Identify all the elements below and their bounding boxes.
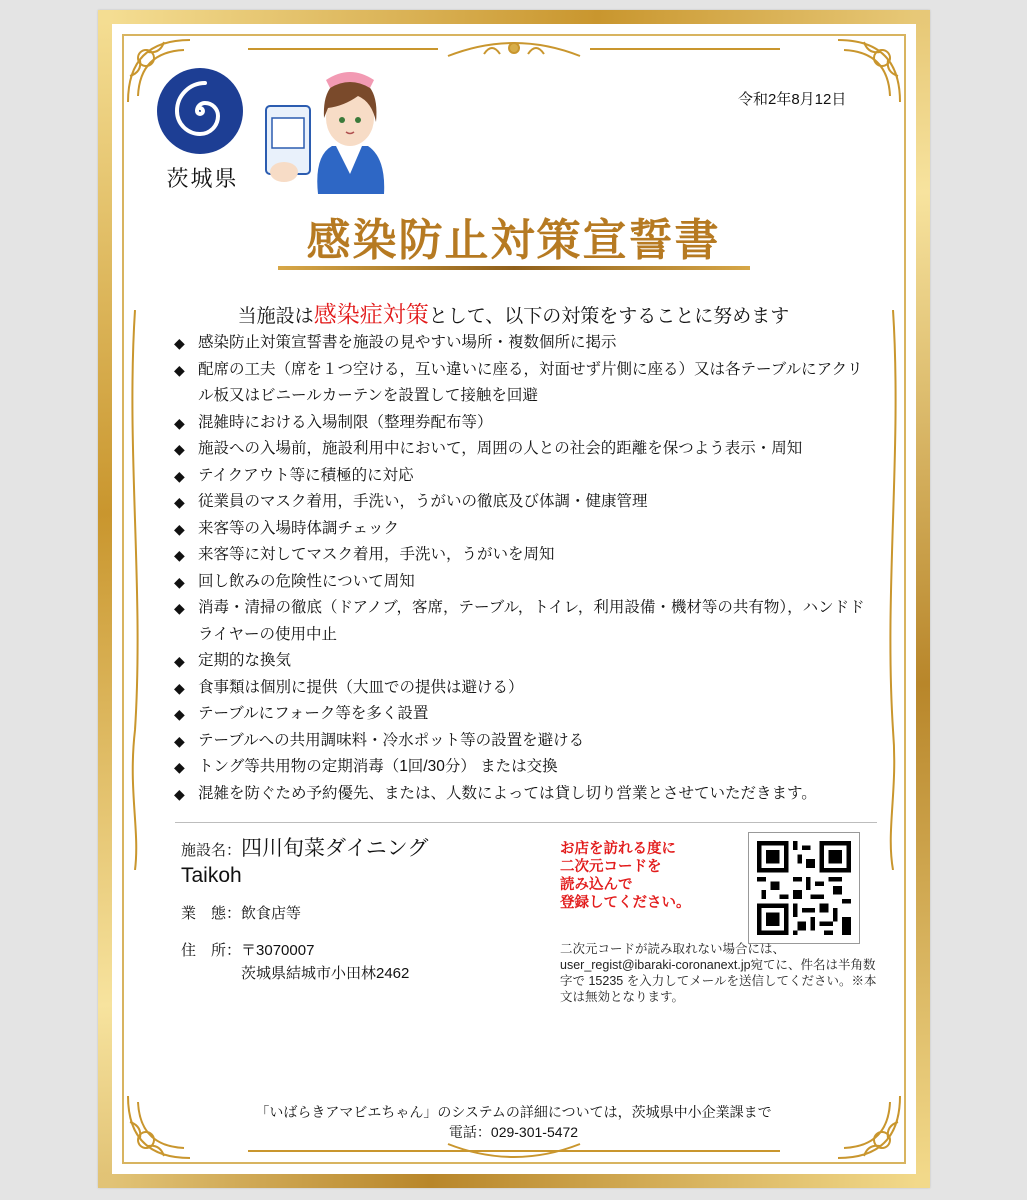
- diamond-bullet-icon: ◆: [174, 361, 185, 378]
- logo-text: 茨城県: [166, 166, 239, 191]
- title-underline: [278, 266, 750, 270]
- diamond-bullet-icon: ◆: [174, 785, 185, 802]
- facility-name-line2: Taikoh: [181, 864, 242, 887]
- list-item: ◆ 施設への入場前，施設利用中において，周囲の人との社会的距離を保つよう表示・周知: [172, 436, 872, 463]
- list-item: ◆ 感染防止対策宣誓書を施設の見やすい場所・複数個所に掲示: [172, 330, 872, 357]
- list-item: ◆ 混雑を防ぐため予約優先、または、人数によっては貸し切り営業とさせていただきます。: [172, 781, 872, 808]
- list-item: ◆ 従業員のマスク着用，手洗い，うがいの徹底及び体調・健康管理: [172, 489, 872, 516]
- diamond-bullet-icon: ◆: [174, 679, 185, 696]
- diamond-bullet-icon: ◆: [174, 732, 185, 749]
- facility-name-label: 施設名：: [181, 842, 242, 859]
- list-item: ◆ 消毒・清掃の徹底（ドアノブ，客席，テーブル，トイレ，利用設備・機材等の共有物），ハンドドライヤーの使用中止: [172, 595, 872, 648]
- list-item: ◆ テーブルにフォーク等を多く設置: [172, 701, 872, 728]
- list-item: ◆ テイクアウト等に積極的に対応: [172, 463, 872, 490]
- qr-code-icon: [757, 841, 851, 935]
- list-item: ◆ 配席の工夫（席を１つ空ける，互い違いに座る，対面せず片側に座る）又は各テーブルにアクリル板又はビニールカーテンを設置して接触を回避: [172, 357, 872, 410]
- list-item: ◆ トング等共用物の定期消毒（1回/30分） または交換: [172, 754, 872, 781]
- list-item: ◆ テーブルへの共用調味料・冷水ポット等の設置を避ける: [172, 728, 872, 755]
- subtitle: [0, 296, 1027, 329]
- subtitle-prefix: 当施設は: [237, 306, 314, 327]
- ibaraki-logo: [155, 66, 250, 196]
- diamond-bullet-icon: ◆: [174, 759, 185, 775]
- diamond-bullet-icon: ◆: [174, 573, 185, 590]
- date-text: 令和2年8月12日: [738, 91, 847, 108]
- diamond-bullet-icon: ◆: [174, 547, 185, 563]
- qr-code[interactable]: [748, 832, 860, 944]
- diamond-bullet-icon: ◆: [174, 441, 185, 457]
- diamond-bullet-icon: ◆: [174, 467, 185, 484]
- left-ornament: [124, 310, 146, 870]
- right-ornament: [882, 310, 904, 870]
- diamond-bullet-icon: ◆: [174, 653, 185, 669]
- diamond-bullet-icon: ◆: [174, 520, 185, 537]
- address-label: 住 所：: [181, 942, 242, 959]
- business-type-label: 業 態：: [181, 905, 242, 922]
- facility-info: [181, 832, 428, 983]
- diamond-bullet-icon: ◆: [174, 706, 185, 722]
- list-item: ◆ 来客等に対してマスク着用，手洗い，うがいを周知: [172, 542, 872, 569]
- footer: [0, 1102, 1027, 1142]
- page-title: 感染防止対策宣誓書: [306, 215, 721, 266]
- list-item: ◆ 回し飲みの危険性について周知: [172, 569, 872, 596]
- diamond-bullet-icon: ◆: [174, 414, 185, 431]
- postal-code: 〒3070007: [241, 942, 315, 959]
- list-item: ◆ 食事類は個別に提供（大皿での提供は避ける）: [172, 675, 872, 702]
- footer-info: 「いばらきアマビエちゃん」のシステムの詳細については，茨城県中小企業課まで: [255, 1104, 772, 1120]
- list-item: ◆ 定期的な換気: [172, 648, 872, 675]
- diamond-bullet-icon: ◆: [174, 600, 185, 616]
- footer-phone: 電話：029-301-5472: [448, 1124, 579, 1140]
- business-type-value: 飲食店等: [241, 905, 302, 922]
- facility-name: 四川旬菜ダイニング: [241, 837, 429, 860]
- subtitle-suffix: として、以下の対策をすることに努めます: [428, 306, 790, 327]
- amabie-mascot-image: [258, 66, 390, 194]
- subtitle-highlight: 感染症対策: [313, 301, 429, 327]
- spiral-icon: [155, 66, 245, 156]
- list-item: ◆ 混雑時における入場制限（整理券配布等）: [172, 410, 872, 437]
- section-divider: [175, 822, 877, 823]
- measures-list: [172, 330, 872, 807]
- diamond-bullet-icon: ◆: [174, 335, 185, 351]
- qr-instruction: お店を訪れる度に 二次元コードを 読み込んで 登録してください。: [560, 841, 691, 911]
- diamond-bullet-icon: ◆: [174, 494, 185, 510]
- address-value: 茨城県結城市小田林2462: [241, 965, 410, 982]
- list-item: ◆ 来客等の入場時体調チェック: [172, 516, 872, 543]
- top-ornament: [248, 36, 780, 62]
- qr-fallback-note: 二次元コードが読み取れない場合には、user_regist@ibaraki-coronanext.jp宛てに、件名は半角数字で 15235 を入力してメールを送信してください。※本文は無効となります。: [560, 942, 877, 1004]
